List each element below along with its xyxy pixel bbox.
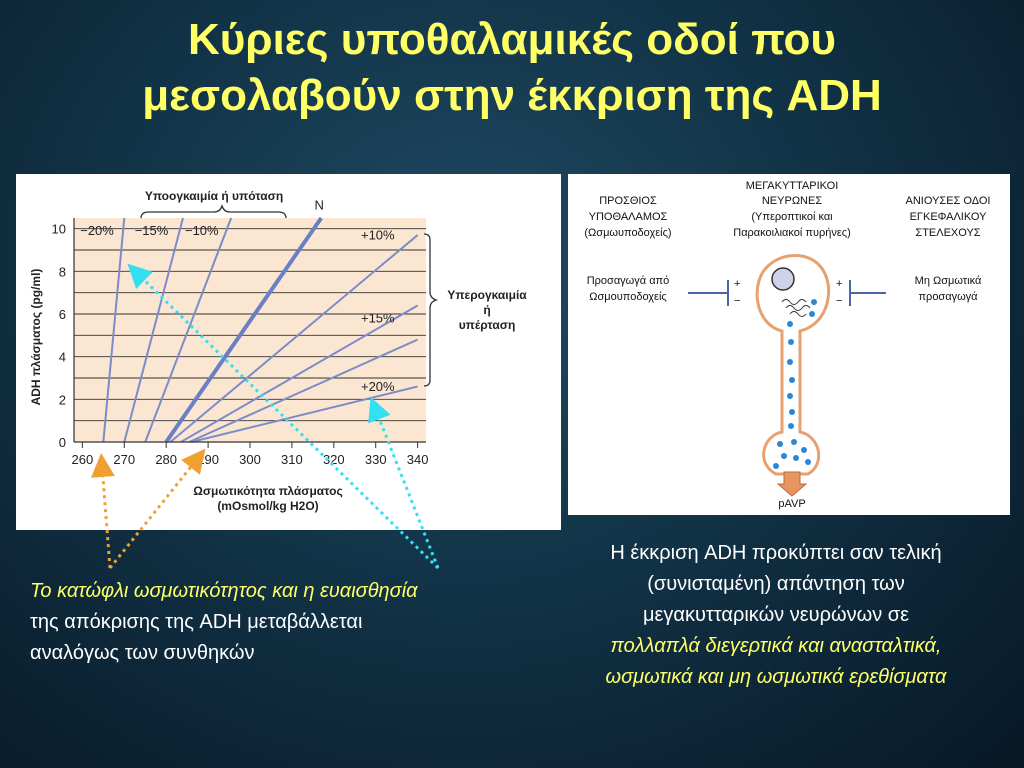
right-note-line-1: Η έκκριση ADH προκύπτει σαν τελική — [610, 542, 942, 564]
series-label: N — [314, 197, 324, 213]
right-bracket-label-line-1: Υπερογκαιμία — [447, 288, 527, 302]
left-header-line-3: (Ωσμωυποδοχείς) — [584, 227, 672, 239]
x-axis-label-line-1: Ωσμωτικότητα πλάσματος — [193, 484, 343, 498]
y-tick-label: 0 — [58, 435, 66, 450]
right-header-line-3: ΣΤΕΛΕΧΟΥΣ — [915, 227, 981, 239]
left-note-line-3: αναλόγως των συνθηκών — [30, 642, 255, 664]
series-label: +10% — [360, 227, 395, 243]
x-axis-label-line-2: (mOsmol/kg H2O) — [217, 499, 319, 513]
left-input-line-2: Ωσμουποδοχείς — [589, 291, 667, 303]
series-label: −20% — [80, 223, 114, 239]
center-header-line-1: ΜΕΓΑΚΥΤΤΑΡΙΚΟΙ — [745, 180, 839, 192]
x-tick-label: 310 — [281, 452, 303, 467]
right-input-line-1: Μη Ωσμωτικά — [914, 275, 982, 287]
y-tick-label: 4 — [58, 349, 66, 365]
cyan-arrow-upper — [136, 272, 438, 568]
x-tick-label: 270 — [113, 452, 136, 467]
right-header-line-2: ΕΓΚΕΦΑΛΙΚΟΥ — [909, 211, 987, 223]
right-input-line-2: προσαγωγά — [918, 291, 978, 303]
center-header-line-4: Παρακοιλιακοί πυρήνες) — [733, 227, 851, 239]
right-header-line-1: ΑΝΙΟΥΣΕΣ ΟΔΟΙ — [905, 195, 991, 207]
left-input-line-1: Προσαγωγά από — [586, 275, 670, 287]
right-minus-sign: − — [836, 295, 843, 307]
left-plus-sign: + — [734, 278, 741, 290]
x-tick-label: 290 — [197, 452, 219, 467]
x-tick-label: 330 — [364, 452, 387, 467]
cyan-arrow-lower — [375, 408, 438, 568]
x-tick-label: 280 — [155, 452, 178, 467]
series-label: −10% — [184, 223, 219, 239]
x-tick-label: 340 — [406, 452, 429, 467]
right-bracket-label-line-2: ή — [483, 303, 491, 317]
center-header-line-3: (Υπεροπτικοί και — [751, 211, 833, 223]
left-note-line-2: της απόκρισης της ADH μεταβάλλεται — [30, 611, 363, 633]
left-header-line-1: ΠΡΟΣΘΙΟΣ — [599, 195, 657, 207]
left-minus-sign: − — [734, 295, 741, 307]
series-label: +20% — [360, 378, 395, 394]
series-label: +15% — [360, 310, 395, 326]
output-label: pAVP — [778, 498, 806, 510]
top-bracket-label: Υποογκαιμία ή υπόταση — [144, 189, 284, 203]
center-header-line-2: ΝΕΥΡΩΝΕΣ — [761, 195, 823, 207]
y-tick-label: 6 — [58, 307, 66, 322]
orange-arrow-right — [110, 458, 198, 568]
x-tick-label: 320 — [322, 452, 345, 467]
series-label: −15% — [134, 223, 169, 239]
y-tick-label: 8 — [58, 264, 66, 280]
y-tick-label: 10 — [51, 221, 66, 237]
y-axis-label: ADH πλάσματος (pg/ml) — [29, 268, 43, 406]
right-note-line-3: μεγακυτταρικών νευρώνων σε — [642, 604, 910, 626]
left-note — [30, 576, 550, 669]
right-note-highlight-2: ωσμωτικά και μη ωσμωτικά ερεθίσματα — [605, 666, 947, 688]
y-tick-label: 2 — [58, 392, 66, 408]
right-note-highlight-1: πολλαπλά διεγερτικά και ανασταλτικά, — [610, 635, 942, 657]
right-plus-sign: + — [836, 278, 843, 290]
left-header-line-2: ΥΠΟΘΑΛΑΜΟΣ — [588, 211, 668, 223]
orange-arrow-left — [102, 465, 110, 568]
x-tick-label: 300 — [239, 452, 261, 467]
right-note — [548, 538, 1004, 693]
title-line-1: Κύριες υποθαλαμικές οδοί που — [187, 15, 837, 64]
title-line-2: μεσολαβούν στην έκκριση της ADH — [142, 71, 882, 120]
right-note-line-2: (συνισταμένη) απάντηση των — [647, 573, 905, 595]
right-bracket-label-line-3: υπέρταση — [458, 318, 516, 332]
left-note-highlight: Το κατώφλι ωσμωτικότητος και η ευαισθησία — [30, 580, 418, 602]
x-tick-label: 260 — [71, 452, 94, 467]
